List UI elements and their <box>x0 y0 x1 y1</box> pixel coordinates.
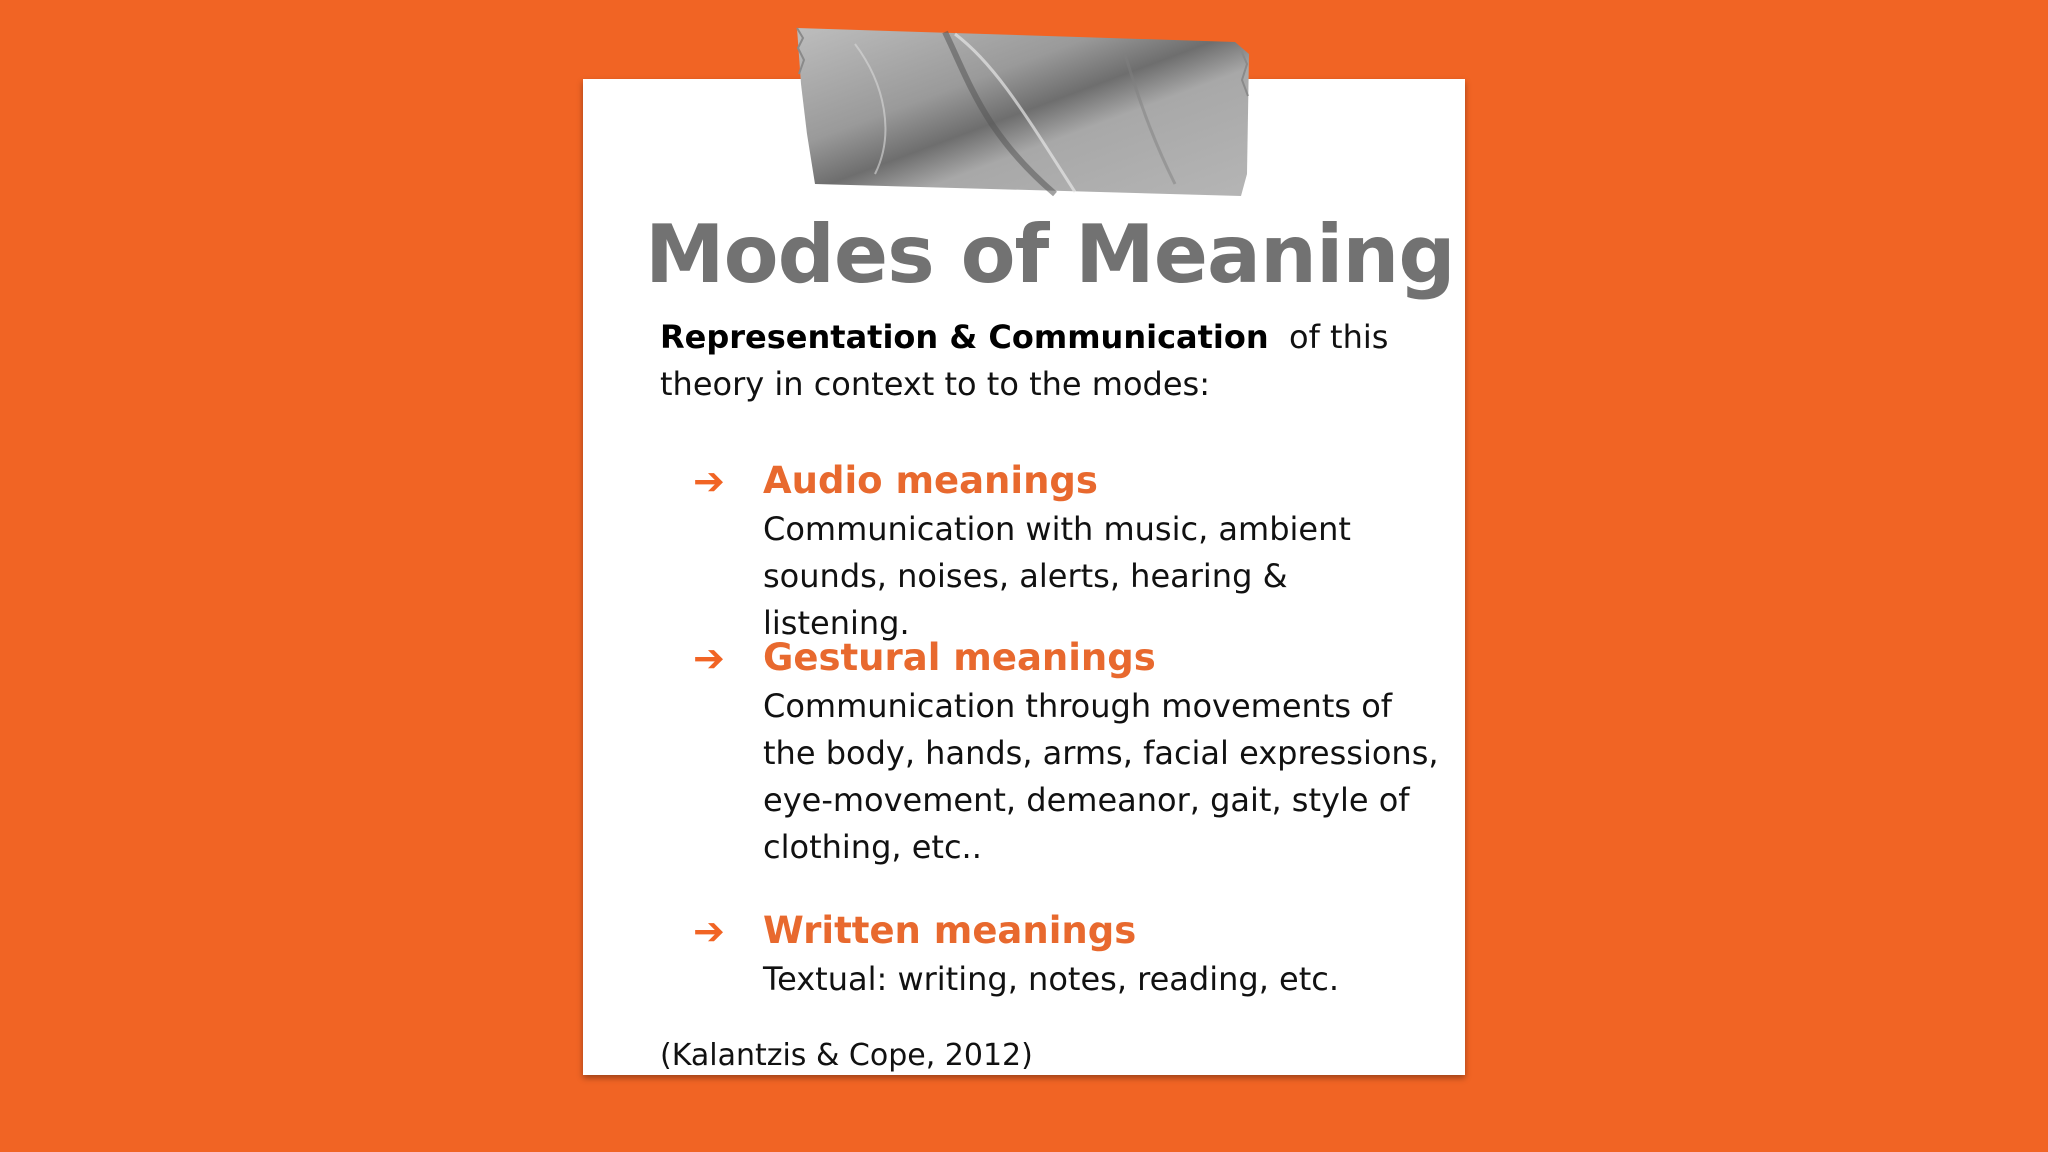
right-arrow-icon: ➔ <box>693 459 725 503</box>
intro-text <box>660 314 1420 408</box>
citation: (Kalantzis & Cope, 2012) <box>660 1038 1033 1073</box>
mode-description: Communication with music, ambient sounds, noises, alerts, hearing & listening. <box>763 510 1351 642</box>
slide-title: Modes of Meaning <box>645 208 1455 301</box>
intro-bold-phrase: Representation & Communication <box>660 318 1269 356</box>
right-arrow-icon: ➔ <box>693 636 725 680</box>
duct-tape-graphic <box>795 24 1251 199</box>
intro-rest-line2: theory in context to to the modes: <box>660 365 1210 403</box>
right-arrow-icon: ➔ <box>693 909 725 953</box>
mode-heading: Written meanings <box>763 909 1137 952</box>
mode-heading: Gestural meanings <box>763 636 1156 679</box>
mode-description: Communication through movements of the body, hands, arms, facial expressions, eye-movement, demeanor, gait, style of clothing, etc.. <box>763 687 1439 866</box>
mode-description: Textual: writing, notes, reading, etc. <box>763 960 1340 998</box>
intro-rest-line1: of this <box>1268 318 1389 356</box>
mode-heading: Audio meanings <box>763 459 1098 502</box>
